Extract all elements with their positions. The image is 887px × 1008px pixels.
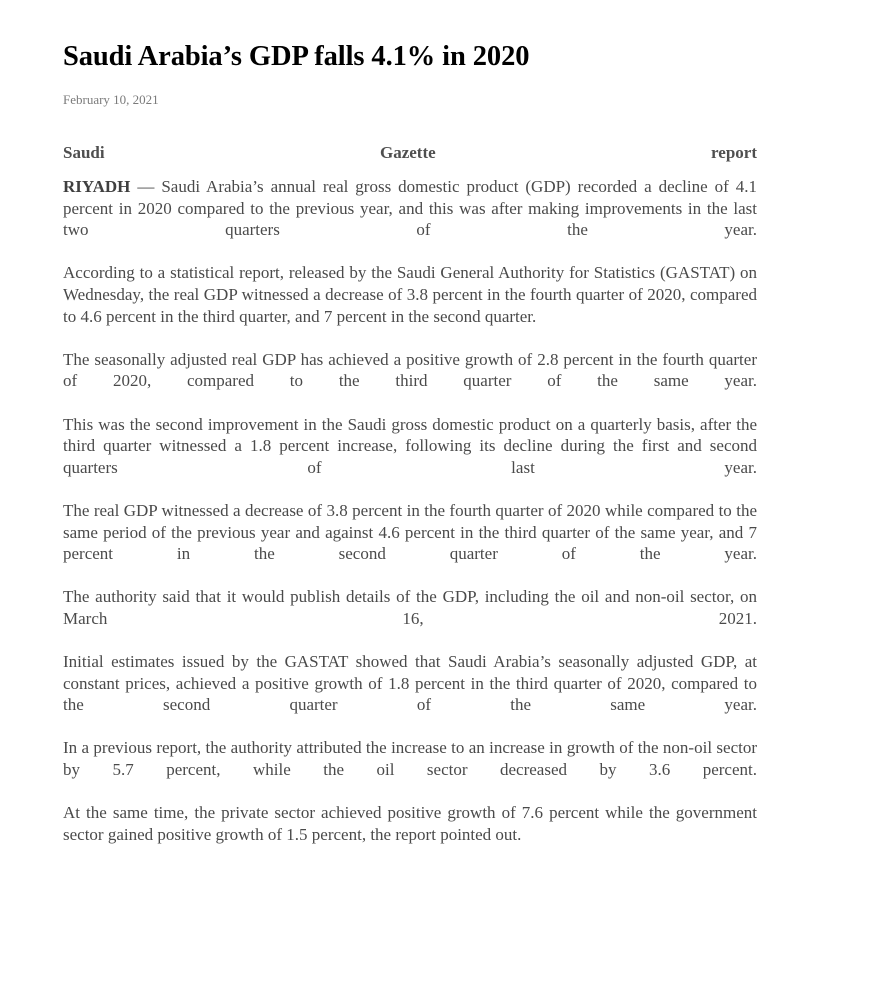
paragraph-8: In a previous report, the authority attributed the increase to an increase in growth of the non-oil sector by 5.7 percent, while the oil sector decreased by 3.6 percent. xyxy=(63,738,757,780)
paragraph-1 xyxy=(63,176,757,241)
paragraph-6: The authority said that it would publish details of the GDP, including the oil and non-oil sector, on March 16, 2021. xyxy=(63,587,757,628)
byline xyxy=(63,142,757,164)
dateline: RIYADH xyxy=(63,177,131,196)
byline-word: Gazette xyxy=(379,143,436,162)
paragraph-9: At the same time, the private sector achieved positive growth of 7.6 percent while the government sector gained positive growth of 1.5 percent, the report pointed out. xyxy=(63,803,757,844)
article-title: Saudi Arabia’s GDP falls 4.1% in 2020 xyxy=(63,41,530,72)
article-date: February 10, 2021 xyxy=(63,92,159,107)
paragraph-3: The seasonally adjusted real GDP has achieved a positive growth of 2.8 percent in the fourth quarter of 2020, compared to the third quarter of the same year. xyxy=(63,349,757,391)
paragraph-text: Saudi Arabia’s annual real gross domestic product (GDP) recorded a decline of 4.1 percent in 2020 compared to the previous year, and this was after making improvements in the last two quarters of the year. xyxy=(63,177,757,240)
byline-word: report xyxy=(711,143,757,162)
paragraph-5: The real GDP witnessed a decrease of 3.8 percent in the fourth quarter of 2020 while compared to the same period of the previous year and against 4.6 percent in the third quarter of the same year, and 7 percent in the second quarter of the year. xyxy=(63,500,757,564)
byline-word: Saudi xyxy=(63,143,105,162)
paragraph-2: According to a statistical report, released by the Saudi General Authority for Statistics (GASTAT) on Wednesday, the real GDP witnessed a decrease of 3.8 percent in the fourth quarter of 2020, compared to 4.6 percent in the third quarter, and 7 percent in the second quarter. xyxy=(63,263,757,326)
paragraph-7: Initial estimates issued by the GASTAT showed that Saudi Arabia’s seasonally adjusted GDP, at constant prices, achieved a positive growth of 1.8 percent in the third quarter of 2020, compared to the second quarter of the same year. xyxy=(63,652,757,715)
dateline-separator: — xyxy=(130,177,162,196)
paragraph-4: This was the second improvement in the Saudi gross domestic product on a quarterly basis, after the third quarter witnessed a 1.8 percent increase, following its decline during the first and second quarters of last year. xyxy=(63,414,757,477)
article xyxy=(63,38,757,845)
